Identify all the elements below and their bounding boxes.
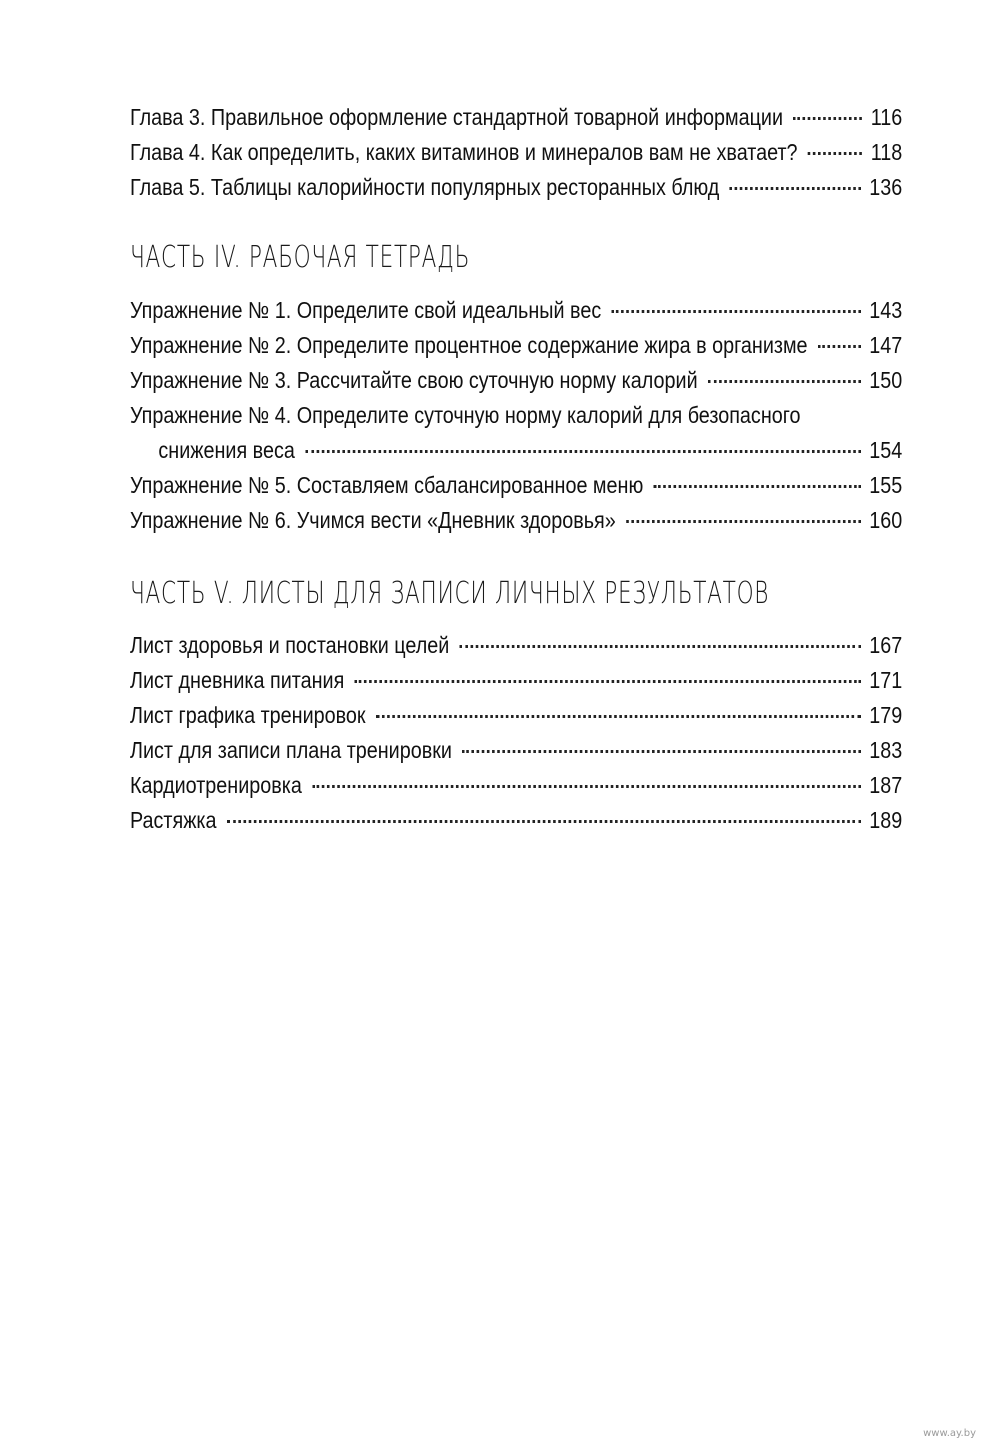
toc-entry bbox=[130, 503, 902, 538]
toc-entry bbox=[130, 100, 902, 135]
toc-entry bbox=[130, 628, 902, 663]
dot-leader bbox=[462, 750, 860, 753]
toc-entry bbox=[130, 803, 902, 838]
toc-entry-title: Упражнение № 6. Учимся вести «Дневник здоровья» bbox=[130, 507, 616, 533]
toc-entry-title: Упражнение № 1. Определите свой идеальный вес bbox=[130, 297, 602, 323]
toc-part-4-list bbox=[130, 293, 902, 538]
toc-entry bbox=[130, 698, 902, 733]
toc-entry-page: 143 bbox=[869, 297, 903, 323]
toc-entry-page: 187 bbox=[869, 772, 903, 798]
toc-entry-title: Глава 3. Правильное оформление стандартной товарной информации bbox=[130, 104, 784, 130]
toc-entry-page: 118 bbox=[870, 139, 903, 165]
toc-entry bbox=[130, 363, 902, 398]
toc-entry-page: 183 bbox=[869, 737, 903, 763]
toc-entry bbox=[130, 768, 902, 803]
toc-entry-page: 150 bbox=[869, 367, 903, 393]
toc-part-5-list bbox=[130, 628, 902, 838]
toc-entry-title: Упражнение № 4. Определите суточную норму калорий для безопасного bbox=[130, 402, 801, 428]
toc-entry-page: 160 bbox=[869, 507, 903, 533]
dot-leader bbox=[818, 345, 861, 348]
toc-entry-page: 147 bbox=[869, 332, 903, 358]
dot-leader bbox=[227, 820, 861, 823]
section-heading-part-4: ЧАСТЬ IV. РАБОЧАЯ ТЕТРАДЬ bbox=[130, 240, 471, 275]
watermark: www.ay.by bbox=[923, 1428, 976, 1439]
dot-leader bbox=[305, 450, 861, 453]
section-heading-part-5: ЧАСТЬ V. ЛИСТЫ ДЛЯ ЗАПИСИ ЛИЧНЫХ РЕЗУЛЬТАТОВ bbox=[130, 576, 770, 611]
toc-entry bbox=[130, 328, 902, 363]
toc-entry-title-continuation: снижения веса bbox=[158, 437, 295, 463]
toc-entry-page: 116 bbox=[870, 104, 903, 130]
toc-entry bbox=[130, 398, 902, 433]
dot-leader bbox=[612, 310, 861, 313]
dot-leader bbox=[654, 485, 861, 488]
toc-entry-title: Лист для записи плана тренировки bbox=[130, 737, 452, 763]
toc-entry-page: 155 bbox=[869, 472, 903, 498]
dot-leader bbox=[793, 117, 862, 120]
toc-entry bbox=[130, 733, 902, 768]
toc-entry-continuation bbox=[130, 433, 902, 468]
dot-leader bbox=[808, 152, 862, 155]
toc-entry-title: Глава 5. Таблицы калорийности популярных ресторанных блюд bbox=[130, 174, 720, 200]
toc-entry bbox=[130, 170, 902, 205]
toc-entry-page: 179 bbox=[869, 702, 903, 728]
toc-entry-page: 154 bbox=[869, 437, 903, 463]
dot-leader bbox=[730, 187, 861, 190]
toc-entry-page: 167 bbox=[869, 632, 903, 658]
dot-leader bbox=[708, 380, 861, 383]
toc-entry bbox=[130, 468, 902, 503]
toc-entry-title: Растяжка bbox=[130, 807, 217, 833]
dot-leader bbox=[626, 520, 861, 523]
toc-entry-title: Упражнение № 2. Определите процентное содержание жира в организме bbox=[130, 332, 808, 358]
toc-entry-title: Кардиотренировка bbox=[130, 772, 302, 798]
dot-leader bbox=[460, 645, 861, 648]
toc-entry-page: 189 bbox=[869, 807, 903, 833]
dot-leader bbox=[355, 680, 861, 683]
toc-entry-title: Упражнение № 3. Рассчитайте свою суточную норму калорий bbox=[130, 367, 698, 393]
toc-entry-title: Лист дневника питания bbox=[130, 667, 345, 693]
toc-entry bbox=[130, 293, 902, 328]
toc-entry-title: Лист графика тренировок bbox=[130, 702, 366, 728]
toc-entry bbox=[130, 135, 902, 170]
toc-entry-title: Упражнение № 5. Составляем сбалансированное меню bbox=[130, 472, 644, 498]
toc-entry-page: 136 bbox=[869, 174, 903, 200]
toc-entry-page: 171 bbox=[869, 667, 903, 693]
toc-entry bbox=[130, 663, 902, 698]
table-of-contents bbox=[130, 100, 902, 838]
toc-entry-title: Лист здоровья и постановки целей bbox=[130, 632, 450, 658]
toc-entry-title: Глава 4. Как определить, каких витаминов и минералов вам не хватает? bbox=[130, 139, 798, 165]
toc-chapter-list bbox=[130, 100, 902, 205]
dot-leader bbox=[312, 785, 860, 788]
dot-leader bbox=[376, 715, 861, 718]
